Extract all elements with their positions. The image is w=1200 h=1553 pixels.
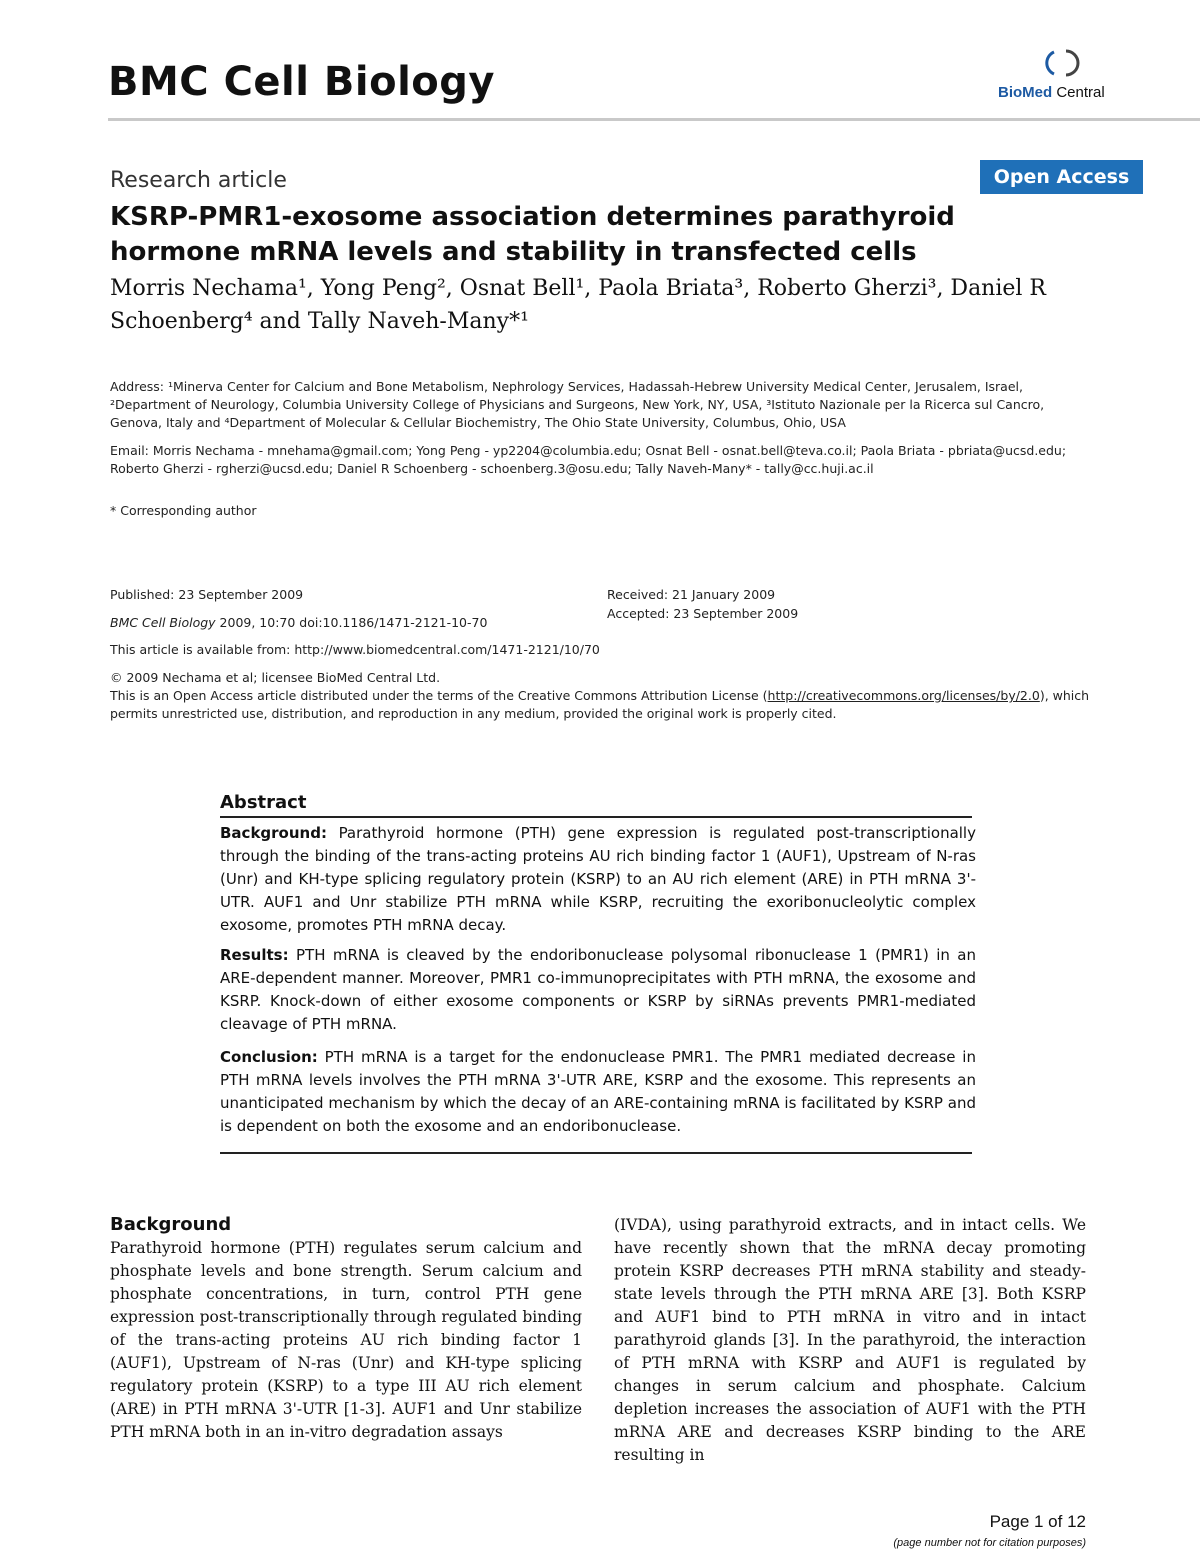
author-addresses: Address: ¹Minerva Center for Calcium and Bone Metabolism, Nephrology Services, Hadassah-Hebrew University Medical Center, Jerusalem, Israel, ²Department of Neurology, Columbia University College of Physicians and Surgeons, New York, NY, USA, ³Istituto Nazionale per la Ricerca sul Cancro, Genova, Italy and ⁴Department of Molecular & Cellular Biochemistry, The Ohio State University, Columbus, Ohio, USA — [110, 379, 1045, 430]
abstract-bottom-rule — [220, 1152, 972, 1154]
abstract-results-label: Results: — [220, 946, 289, 964]
abstract-background-text: Parathyroid hormone (PTH) gene expression is regulated post-transcriptionally through the binding of the trans-acting proteins AU rich binding factor 1 (AUF1), Upstream of N-ras (Unr) and KH-type splicing regulatory protein (KSRP) to an AU rich element (ARE) in PTH mRNA 3'-UTR. AUF1 and Unr stabilize PTH mRNA while KSRP, recruiting the exoribonucleolytic complex exosome, promotes PTH mRNA decay. — [220, 824, 976, 934]
author-emails: Email: Morris Nechama - mnehama@gmail.com; Yong Peng - yp2204@columbia.edu; Osnat Bell - osnat.bell@teva.co.il; Paola Briata - pbriata@ucsd.edu; Roberto Gherzi - rgherzi@ucsd.edu; Daniel R Schoenberg - schoenberg.3@osu.edu; Tally Naveh-Many* - tally@cc.huji.ac.il — [110, 443, 1067, 476]
abstract-conclusion-text: PTH mRNA is a target for the endonuclease PMR1. The PMR1 mediated decrease in PTH mRNA levels involves the PTH mRNA 3'-UTR ARE, KSRP and the exosome. This represents an unanticipated mechanism by which the decay of an ARE-containing mRNA is facilitated by KSRP and is dependent on both the exosome and an endoribonuclease. — [220, 1048, 976, 1135]
abstract-background-label: Background: — [220, 824, 327, 842]
article-url[interactable]: This article is available from: http://www.biomedcentral.com/1471-2121/10/70 — [110, 642, 600, 657]
publisher-name — [998, 84, 1105, 101]
license-statement — [110, 687, 1100, 723]
received-date: Received: 21 January 2009 — [607, 587, 776, 602]
citation — [110, 614, 487, 632]
license-text: This is an Open Access article distributed under the terms of the Creative Commons Attribution License ( — [110, 688, 768, 703]
published-date: Published: 23 September 2009 — [110, 587, 304, 602]
open-access-badge[interactable]: Open Access — [980, 160, 1143, 194]
corresponding-author-note: * Corresponding author — [110, 503, 257, 518]
page-number-note: (page number not for citation purposes) — [893, 1537, 1086, 1549]
abstract-top-rule — [220, 816, 972, 818]
publisher-name-bold: BioMed — [998, 84, 1053, 101]
header-divider — [108, 118, 1200, 121]
abstract-heading: Abstract — [220, 792, 307, 813]
article-type: Research article — [110, 168, 287, 193]
citation-details: 2009, 10:70 doi:10.1186/1471-2121-10-70 — [215, 615, 488, 630]
body-left-column: Parathyroid hormone (PTH) regulates serum calcium and phosphate levels and bone strength. Serum calcium and phosphate concentrations, in turn, control PTH gene expression post-transcriptionally through regulated binding of the trans-acting proteins AU rich binding factor 1 (AUF1), Upstream of N-ras (Unr) and KH-type splicing regulatory protein (KSRP) to a type III AU rich element (ARE) in PTH mRNA 3'-UTR [1-3]. AUF1 and Unr stabilize PTH mRNA both in an in-vitro degradation assays — [110, 1239, 582, 1441]
license-block — [110, 669, 1100, 723]
biomed-logo-icon — [1044, 48, 1080, 78]
abstract-results-text: PTH mRNA is cleaved by the endoribonuclease polysomal ribonuclease 1 (PMR1) in an ARE-dependent manner. Moreover, PMR1 co-immunoprecipitates with PTH mRNA, the exosome and KSRP. Knock-down of either exosome components or KSRP by siRNAs prevents PMR1-mediated cleavage of PTH mRNA. — [220, 946, 976, 1033]
body-right-column: (IVDA), using parathyroid extracts, and in intact cells. We have recently shown that the mRNA decay promoting protein KSRP decreases PTH mRNA stability and steady-state levels through the PTH mRNA ARE [3]. Both KSRP and AUF1 bind to PTH mRNA in vitro and in intact parathyroid glands [3]. In the parathyroid, the interaction of PTH mRNA with KSRP and AUF1 is regulated by changes in serum calcium and phosphate. Calcium depletion increases the association of AUF1 with the PTH mRNA ARE and decreases KSRP binding to the ARE resulting in — [614, 1216, 1086, 1464]
abstract-background — [220, 822, 976, 937]
author-list: Morris Nechama¹, Yong Peng², Osnat Bell¹, Paola Briata³, Roberto Gherzi³, Daniel R Schoenberg⁴ and Tally Naveh-Many*¹ — [110, 276, 1046, 334]
abstract-results — [220, 944, 976, 1036]
page-number: Page 1 of 12 — [989, 1512, 1086, 1531]
abstract-conclusion-label: Conclusion: — [220, 1048, 318, 1066]
abstract-conclusion — [220, 1046, 976, 1138]
article-title: KSRP-PMR1-exosome association determines parathyroid hormone mRNA levels and stability in transfected cells — [110, 202, 955, 267]
license-tail: ), which permits unrestricted use, distribution, and reproduction in any medium, provided the original work is properly cited. — [110, 688, 1090, 721]
accepted-date: Accepted: 23 September 2009 — [607, 606, 799, 621]
publisher-logo[interactable] — [998, 48, 1138, 108]
citation-journal: BMC Cell Biology — [110, 615, 216, 630]
background-heading: Background — [110, 1214, 232, 1235]
license-link[interactable]: http://creativecommons.org/licenses/by/2.0 — [767, 688, 1040, 703]
copyright-line: © 2009 Nechama et al; licensee BioMed Central Ltd. — [110, 670, 441, 685]
journal-title: BMC Cell Biology — [108, 59, 495, 105]
publisher-name-regular: Central — [1052, 84, 1105, 101]
